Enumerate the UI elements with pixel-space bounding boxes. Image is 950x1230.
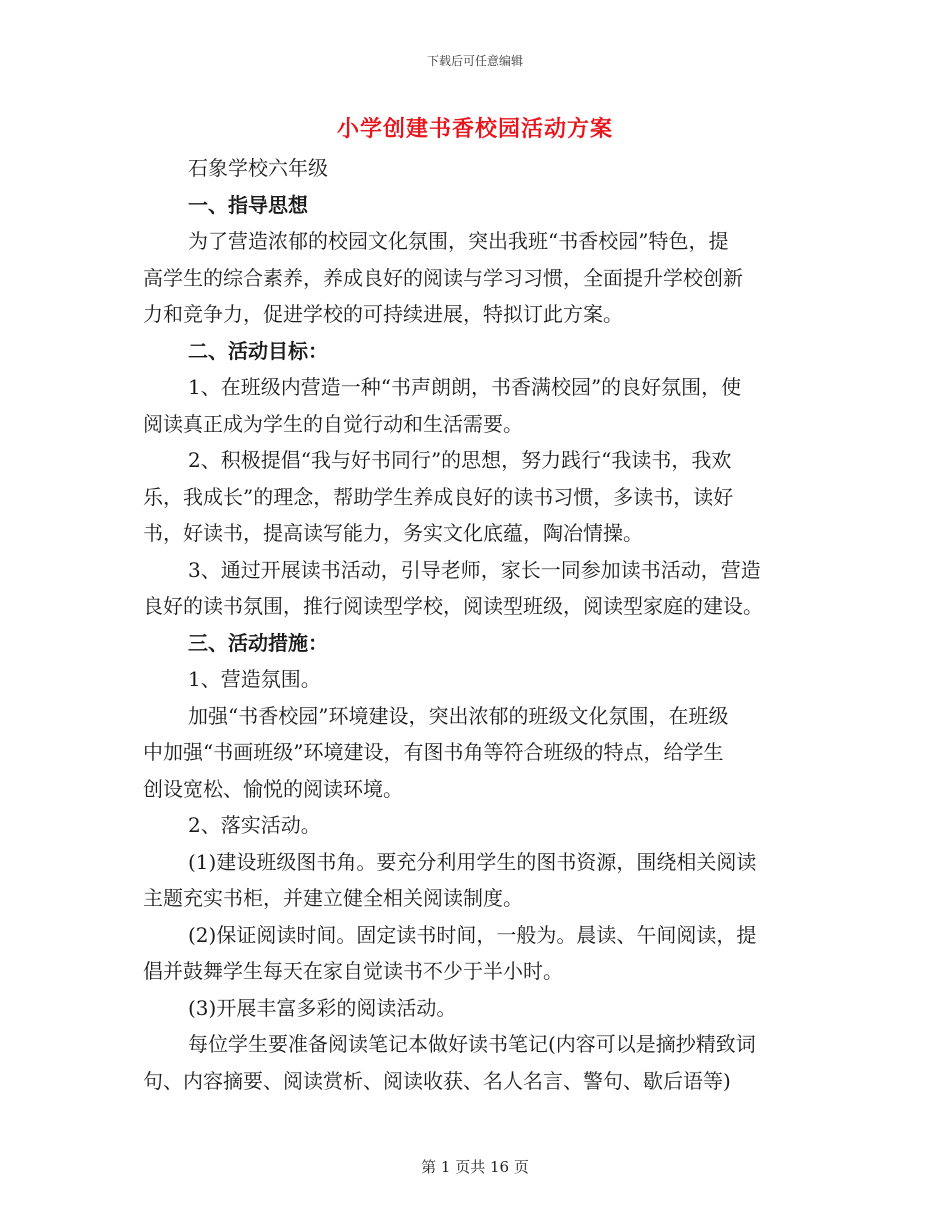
body-line: (2)保证阅读时间。固定读书时间，一般为。晨读、午间阅读，提 bbox=[188, 922, 757, 947]
section-heading: 二、活动目标： bbox=[188, 338, 328, 363]
body-line: 书，好读书，提高读写能力，务实文化底蕴，陶冶情操。 bbox=[143, 521, 643, 545]
body-line: 加强“书香校园”环境建设，突出浓郁的班级文化氛围，在班级 bbox=[188, 703, 729, 728]
body-line: 3、通过开展读书活动，引导老师，家长一同参加读书活动，营造 bbox=[188, 557, 761, 582]
body-line: 石象学校六年级 bbox=[188, 156, 328, 180]
body-line: 1、营造氛围。 bbox=[188, 667, 321, 691]
body-line: 2、积极提倡“我与好书同行”的思想，努力践行“我读书，我欢 bbox=[188, 448, 732, 472]
body-line: 为了营造浓郁的校园文化氛围，突出我班“书香校园”特色，提 bbox=[188, 229, 729, 253]
document-title: 小学创建书香校园活动方案 bbox=[336, 116, 613, 142]
body-line: 创设宽松、愉悦的阅读环境。 bbox=[143, 776, 403, 801]
body-line: 力和竞争力，促进学校的可持续进展，特拟订此方案。 bbox=[143, 302, 623, 326]
header-note: 下载后可任意编辑 bbox=[426, 54, 523, 68]
body-line: 1、在班级内营造一种“书声朗朗，书香满校园”的良好氛围，使 bbox=[188, 375, 742, 399]
body-line: (3)开展丰富多彩的阅读活动。 bbox=[188, 995, 457, 1020]
body-line: 句、内容摘要、阅读赏析、阅读收获、名人名言、警句、歇后语等) bbox=[143, 1068, 731, 1093]
body-line: 阅读真正成为学生的自觉行动和生活需要。 bbox=[143, 411, 523, 436]
section-heading: 一、指导思想 bbox=[188, 192, 308, 217]
body-line: 高学生的综合素养，养成良好的阅读与学习习惯，全面提升学校创新 bbox=[143, 265, 743, 290]
body-line: 乐，我成长”的理念，帮助学生养成良好的读书习惯，多读书，读好 bbox=[143, 484, 734, 509]
body-line: 良好的读书氛围，推行阅读型学校，阅读型班级，阅读型家庭的建设。 bbox=[143, 594, 763, 618]
body-line: 主题充实书柜，并建立健全相关阅读制度。 bbox=[143, 886, 523, 910]
body-line: 每位学生要准备阅读笔记本做好读书笔记(内容可以是摘抄精致词 bbox=[188, 1032, 756, 1056]
section-heading: 三、活动措施： bbox=[188, 630, 328, 655]
body-line: 倡并鼓舞学生每天在家自觉读书不少于半小时。 bbox=[143, 959, 563, 983]
body-line: 中加强“书画班级”环境建设，有图书角等符合班级的特点，给学生 bbox=[143, 740, 724, 764]
body-line: (1)建设班级图书角。要充分利用学生的图书资源，围绕相关阅读 bbox=[188, 849, 757, 874]
document-body bbox=[143, 150, 807, 1099]
body-line: 2、落实活动。 bbox=[188, 813, 321, 837]
page-footer: 第 1 页共 16 页 bbox=[421, 1158, 529, 1176]
